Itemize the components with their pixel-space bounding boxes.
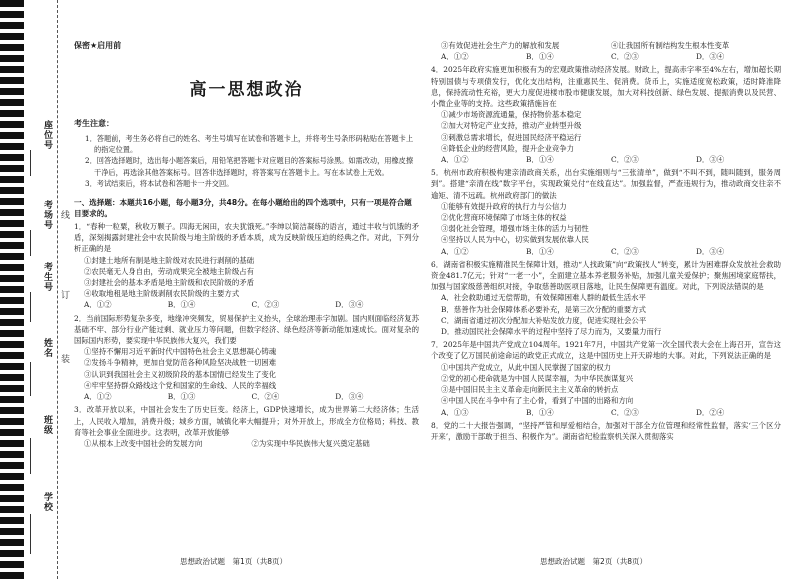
notice-item: 1．答题前，考生务必将自己的姓名、考生号填写在试卷和答题卡上，并将考生号条形码粘贴在答题卡上的指定位置。 (85, 133, 414, 155)
choice: B．①④ (167, 300, 196, 310)
question-7-option: ③是中国旧民主主义革命走向新民主主义革命的转折点 (441, 385, 619, 395)
question-3-options-row (431, 40, 781, 51)
notice-item: 2．回答选择题时，选出每小题答案后，用铅笔把答题卡对应题目的答案标号涂黑。如需改动，用橡皮擦干净后，再选涂其他答案标号。回答非选择题时，将答案写在答题卡上。写在本试卷上无效。 (85, 156, 414, 177)
choice: B．①④ (526, 52, 554, 62)
question-1-choices (74, 299, 419, 310)
question-4-option: ③刺激总需求增长，促进国民经济平稳运行 (441, 132, 582, 142)
choice: D．②④ (696, 407, 725, 417)
question-3-option: ②为实现中华民族伟大复兴奠定基础 (251, 438, 370, 448)
binding-barcode-stripes (0, 0, 24, 579)
choice: C．②③ (251, 300, 280, 310)
question-6-option: B．慈善作为社会保障体系必要补充，是第三次分配的重要方式 (441, 304, 646, 314)
page-title: 高一思想政治 (189, 80, 304, 101)
choice: C．②③ (611, 52, 639, 62)
choice: D．③④ (696, 52, 725, 62)
choice: A．①② (84, 392, 112, 402)
question-3-options-row (74, 438, 419, 449)
question-7-option: ①中国共产党成立，从此中国人民掌握了国家的权力 (441, 362, 611, 372)
page-2-column (431, 40, 781, 442)
question-6-option: D．推动国民社会保障水平的过程中坚持了尽力而为，又要量力而行 (441, 327, 662, 337)
notice-heading: 考生注意： (74, 119, 114, 129)
binding-word-staple: 订 (59, 290, 69, 299)
question-4-stem: 4．2025年政府实施更加积极有为的宏观政策推动经济发展。财政上，提高赤字率至4%左右，增加超长期特别国债与专项债发行，优化支出结构，注重惠民生、促消费。货币上，实施适度宽松政策，适时降准降息，保持流动性充裕，更大力度促进楼市股市健康发展，加大对科技创新、绿色发展、提振消费以及民营、小微企业等的支持。这些政策措施旨在 (431, 65, 781, 109)
question-1-stem: 1．“春种一粒粟，秋收万颗子。四海无闲田，农夫犹饿死。”李绅以简洁凝练的语言，通过丰收与饥饿的矛盾，深刻揭露封建社会中农民阶级与地主阶级的矛盾本质，成为反映阶级压迫的经典之作。对此，下列分析正确的是 (74, 222, 419, 254)
question-7-option: ②党的初心使命就是为中国人民谋幸福，为中华民族谋复兴 (441, 373, 634, 383)
question-7-choices (431, 407, 781, 418)
question-3-option: ③有效促进社会生产力的解放和发展 (441, 41, 560, 50)
question-7-option: ④中国人民在斗争中有了主心骨，看到了中国的出路和方向 (441, 396, 634, 406)
choice: C．②③ (611, 246, 639, 256)
choice: A．①② (84, 300, 112, 310)
question-4-option: ④降低企业的经营风险，提升企业竞争力 (441, 143, 575, 153)
class-label: 班级 (42, 415, 52, 435)
page-2-footer: 思想政治试题 第2页（共8页） (540, 557, 648, 566)
school-label: 学校 (42, 492, 52, 512)
question-2-option: ②发扬斗争精神，更加自觉防范各种风险坚决战胜一切困难 (84, 358, 277, 368)
choice: A．①③ (441, 407, 469, 417)
choice: B．①④ (526, 407, 554, 417)
question-3-option: ①从根本上改变中国社会的发展方向 (84, 438, 203, 448)
question-2-stem: 2．当前国际形势复杂多变，地缘冲突频发，贸易保护主义抬头，全球治理赤字加剧。国内则面临经济复苏基础不牢、部分行业产能过剩、就业压力等问题，但数字经济、绿色经济等新动能加速成长。面对复杂的国际国内形势，要实现中华民族伟大复兴，我们要 (74, 313, 419, 346)
question-6-stem: 6．湖南省积极实施精准民生保障计划，推动“人找政策”向“政策找人”转变，累计为困难群众发放社会救助资金481.7亿元；针对“一老一小”，全面建立基本养老服务补贴，加强儿童关爱保护；聚焦困境家庭帮扶，加强与国家级慈善组织对接，争取慈善助医项目落地，让民生保障更有温度。对此，下列说法错误的是 (431, 259, 781, 292)
question-2-option: ③认识到我国社会主义初级阶段的基本国情已经发生了变化 (84, 369, 277, 379)
candidate-number-line (30, 292, 31, 322)
question-1-option: ④收取地租是地主阶级剥削农民阶级的主要方式 (84, 289, 240, 299)
choice: A．①② (441, 52, 469, 62)
choice: D．③④ (335, 300, 364, 310)
question-3-option: ④让我国所有制结构发生根本性变革 (611, 41, 730, 50)
name-line (30, 362, 31, 396)
secret-label: 保密★启用前 (74, 41, 122, 50)
question-1-option: ②农民毫无人身自由，劳动成果完全被地主阶级占有 (84, 266, 254, 276)
choice: D．③④ (696, 155, 725, 165)
exam-room-label: 考场号 (42, 200, 52, 230)
binding-word-bind: 装 (59, 354, 69, 363)
question-3-stem: 3．改革开放以来，中国社会发生了历史巨变。经济上，GDP快速增长，成为世界第二大经济体；生活上，人民收入增加，消费升级；城乡方面，城镇化率大幅提升；对外开放上，形成全方位格局；科技、教育等社会事业全面进步。这表明，改革开放能够 (74, 405, 419, 437)
school-line (30, 514, 31, 554)
notice-item: 3．考试结束后，将本试卷和答题卡一并交回。 (85, 179, 234, 189)
class-line (30, 438, 31, 474)
question-5-option: ④坚持以人民为中心，切实做到发展依靠人民 (441, 235, 589, 245)
choice: D．③④ (696, 246, 725, 256)
choice: A．①② (441, 155, 469, 165)
page-1-footer: 思想政治试题 第1页（共8页） (180, 557, 288, 566)
section-heading: 一、选择题：本题共16小题，每小题3分，共48分。在每小题给出的四个选项中，只有一项是符合题目要求的。 (74, 197, 412, 218)
seat-number-line (30, 150, 31, 176)
question-8-stem: 8．党的二十大报告强调，“坚持严管和厚爱相结合，加强对干部全方位管理和经常性监督，落实‘三个区分开来’，激励干部敢于担当、积极作为”。湖南省纪检监察机关深入贯彻落实 (431, 420, 781, 441)
question-5-option: ③弱化社会管理，增强市场主体的活力与韧性 (441, 224, 589, 234)
question-5-option: ②优化营商环境保障了市场主体的权益 (441, 213, 567, 223)
question-6-option: A．社会救助通过无偿帮助，有效保障困难人群的最低生活水平 (441, 293, 646, 303)
exam-room-line (30, 230, 31, 256)
name-label: 姓名 (42, 338, 52, 358)
question-2-option: ④牢牢坚持群众路线这个党和国家的生命线、人民的幸福线 (84, 380, 277, 390)
choice: B．①④ (526, 246, 554, 256)
choice: C．②④ (251, 392, 280, 402)
question-4-option: ①减少市场资源流通量，保持物价基本稳定 (441, 110, 582, 120)
binding-word-line: 线 (59, 210, 69, 219)
question-2-option: ①坚持不懈用习近平新时代中国特色社会主义思想凝心铸魂 (84, 347, 277, 357)
choice: C．②③ (611, 407, 639, 417)
binding-strip (0, 0, 69, 579)
question-1-option: ①封建土地所有制是地主阶级对农民进行剥削的基础 (84, 255, 254, 265)
question-5-option: ①能够有效提升政府的执行力与公信力 (441, 201, 567, 211)
candidate-number-label: 考生号 (42, 262, 52, 292)
question-5-stem: 5．杭州市政府积极构建亲清政商关系，出台实施细则与“三张清单”，做到“不叫不到，随叫随到，服务周到”。搭建“亲清在线”数字平台，实现政策兑付“在线直达”。加强监督，严查违规行为，推动政商交往亲不逾矩、清不远疏。杭州政府部门的做法 (431, 168, 781, 200)
question-7-stem: 7．2025年是中国共产党成立104周年。1921年7月，中国共产党第一次全国代表大会在上海召开，宣告这个改变了亿万国民前途命运的政党正式成立，这是中国历史上开天辟地的大事。对此，下列说法正确的是 (431, 340, 781, 361)
question-6-option: C．湖南省通过初次分配加大补贴发放力度，促进实现社会公平 (441, 315, 647, 325)
seat-number-label: 座位号 (42, 120, 52, 150)
question-4-choices (431, 154, 781, 165)
question-5-choices (431, 246, 781, 257)
question-2-choices (74, 391, 419, 402)
choice: D．③④ (335, 392, 364, 402)
question-4-option: ②加大对特定产业支持，推动产业转型升级 (441, 121, 582, 131)
choice: B．①③ (167, 392, 196, 402)
question-1-option: ③封建社会的基本矛盾是地主阶级和农民阶级的矛盾 (84, 278, 254, 288)
choice: C．②③ (611, 155, 639, 165)
choice: B．①④ (526, 155, 554, 165)
page-1-column (74, 40, 419, 449)
choice: A．①② (441, 246, 469, 256)
question-3-choices (431, 51, 781, 62)
